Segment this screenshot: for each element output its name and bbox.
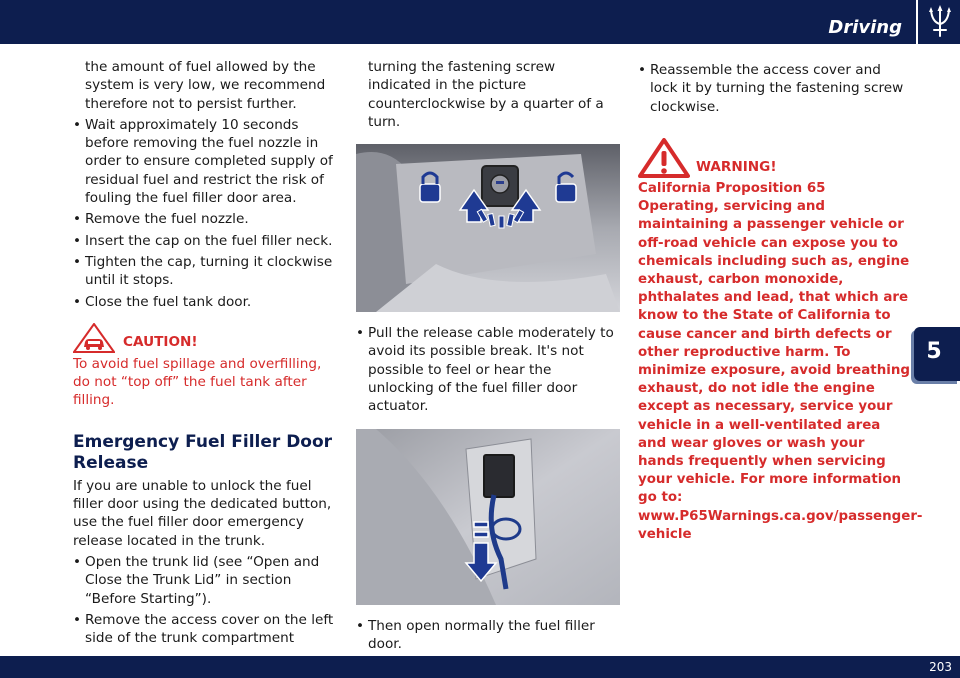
- paragraph: turning the fastening screw indicated in the picture counterclockwise by a quarter of a turn.: [368, 59, 604, 130]
- car-caution-icon: [73, 323, 115, 353]
- list-item: • Tighten the cap, turning it clockwise until it stops.: [73, 253, 335, 290]
- caution-header: [73, 323, 335, 353]
- paragraph: If you are unable to unlock the fuel filler door using the dedicated button, use the fuel filler door emergency release located in the trunk.: [73, 477, 332, 549]
- chapter-number: 5: [926, 339, 942, 364]
- list-item: • Wait approximately 10 seconds before removing the fuel nozzle in order to ensure completed supply of residual fuel and restrict the risk of fouling the fuel filler door area.: [73, 116, 335, 207]
- warning-header: [638, 138, 910, 178]
- caution-title: CAUTION!: [123, 333, 198, 350]
- warning-title: WARNING!: [696, 158, 777, 175]
- header-section-title: Driving: [828, 17, 902, 38]
- chapter-tab: [914, 327, 960, 381]
- list-item: • Remove the access cover on the left side of the trunk compartment: [73, 611, 335, 648]
- column-1: [73, 58, 335, 647]
- list-item: • Remove the fuel nozzle.: [73, 210, 335, 228]
- list-item: • Open the trunk lid (see “Open and Close the Trunk Lid” in section “Before Starting”).: [73, 553, 335, 608]
- page-number: 203: [929, 660, 952, 674]
- footer-bar: [0, 656, 960, 678]
- header-bar: [0, 0, 960, 44]
- trunk-access-cover-image: [356, 144, 620, 312]
- list-item: • Reassemble the access cover and lock it by turning the fastening screw clockwise.: [638, 61, 910, 116]
- caution-text: To avoid fuel spillage and overfilling, do not “top off” the fuel tank after filling.: [73, 355, 322, 409]
- warning-icon: [638, 138, 690, 178]
- list-item: • Close the fuel tank door.: [73, 293, 335, 311]
- release-cable-image: [356, 429, 620, 605]
- list-item: • Then open normally the fuel filler door.: [356, 617, 620, 654]
- warning-text: California Proposition 65 Operating, servicing and maintaining a passenger vehicle or off-road vehicle can expose you to chemicals including such as, engine exhaust, carbon monoxide, phthalates and lead, that which are know to the State of California to cause cancer and birth defects or other reproductive harm. To minimize exposure, avoid breathing exhaust, do not idle the engine except as necessary, service your vehicle in a well-ventilated area and wear gloves or wash your hands frequently when servicing your vehicle. For more information go to: www.P65Warnings.ca.gov/passenger-vehicle: [638, 180, 923, 542]
- paragraph: the amount of fuel allowed by the system is very low, we recommend therefore not to persist further.: [85, 59, 326, 112]
- section-heading: Emergency Fuel Filler Door Release: [73, 431, 333, 473]
- trident-icon: [916, 0, 960, 44]
- column-3: [638, 58, 923, 544]
- list-item: • Insert the cap on the fuel filler neck.: [73, 232, 335, 250]
- column-2: [356, 58, 620, 653]
- list-item: • Pull the release cable moderately to avoid its possible break. It's not possible to feel or hear the unlocking of the fuel filler door actuator.: [356, 324, 620, 415]
